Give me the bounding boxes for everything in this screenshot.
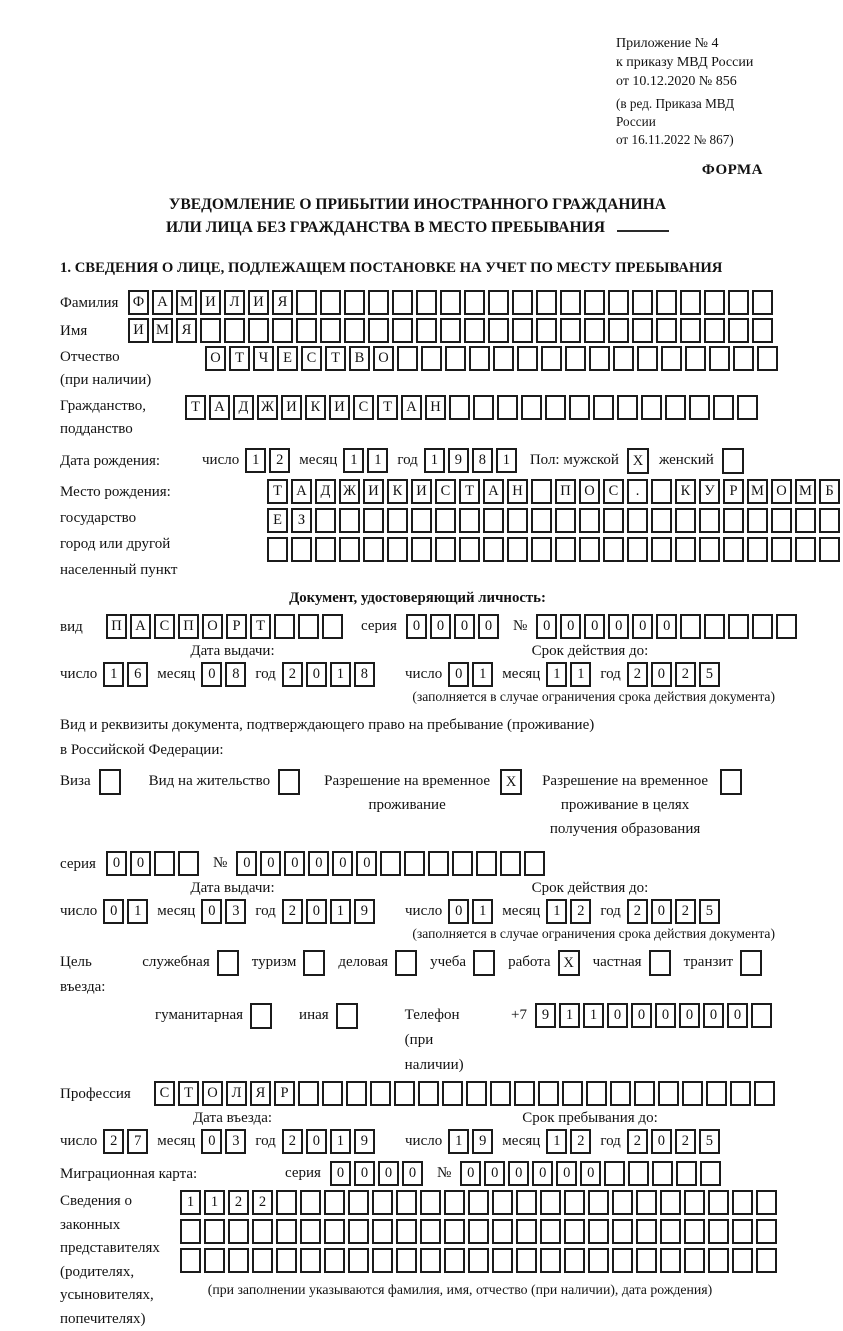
entry-date-title: Дата въезда:: [192, 1110, 273, 1126]
entry-month-cells[interactable]: 0 3: [201, 1129, 249, 1154]
official-checkbox[interactable]: [217, 950, 239, 976]
residence-expiry-title: Срок действия до:: [531, 880, 649, 896]
residence-expiry-day-cells[interactable]: 0 1: [448, 899, 496, 924]
residence-number-cells[interactable]: 0 0 0 0 0 0: [236, 851, 548, 876]
expiry-date-title: Срок действия до:: [531, 643, 649, 659]
residence-doc-options: [60, 769, 775, 841]
residence-doc-series-row: [60, 851, 775, 876]
migration-series-label: серия: [285, 1165, 321, 1181]
study-checkbox[interactable]: [473, 950, 495, 976]
purpose-row2: [155, 1003, 775, 1078]
birthplace-label: Место рождения: государство город или другой населенный пункт: [60, 484, 178, 578]
birthdate-day-cells[interactable]: 1 2: [245, 448, 293, 473]
doc-kind-cells[interactable]: П А С П О Р Т: [106, 614, 346, 639]
residence-permit-label: Вид на жительство: [148, 773, 271, 789]
migration-card-row: [60, 1161, 775, 1186]
edu-permit-checkbox[interactable]: [720, 769, 742, 795]
residence-number-label: №: [213, 855, 228, 871]
profession-row: [60, 1081, 775, 1106]
purpose-humanitarian: гуманитарная: [155, 1003, 272, 1029]
section1-heading: 1. СВЕДЕНИЯ О ЛИЦЕ, ПОДЛЕЖАЩЕМ ПОСТАНОВКЕ НА УЧЕТ ПО МЕСТУ ПРЕБЫВАНИЯ: [60, 260, 723, 276]
surname-cells[interactable]: Ф А М И Л И Я: [128, 290, 776, 315]
order-reference-line: (в ред. Приказа МВД России: [616, 96, 735, 129]
month-label: месяц: [299, 452, 338, 468]
residence-expiry-date: число 0 1 месяц 1 2 год 2 0 2 5: [405, 899, 723, 924]
order-reference-line: к приказу МВД России: [616, 55, 754, 70]
form-title: [60, 194, 775, 239]
title-underline: [617, 216, 669, 232]
visa-checkbox[interactable]: [99, 769, 121, 795]
form-title-line2: ИЛИ ЛИЦА БЕЗ ГРАЖДАНСТВА В МЕСТО ПРЕБЫВАНИЯ: [60, 216, 775, 239]
citizenship-cells[interactable]: Т А Д Ж И К И С Т А Н: [185, 395, 761, 420]
entry-day-cells[interactable]: 2 7: [103, 1129, 151, 1154]
expiry-note: (заполняется в случае ограничения срока действия документа): [412, 689, 775, 704]
birthdate-label: Дата рождения:: [60, 453, 161, 469]
migration-series-cells[interactable]: 0 0 0 0: [330, 1161, 426, 1186]
edu-permit-label: Разрешение на временное проживание в целях получения образования: [542, 773, 709, 837]
profession-cells[interactable]: С Т О Л Я Р: [154, 1081, 778, 1106]
representatives-cells-row3[interactable]: [180, 1248, 780, 1273]
patronymic-label: Отчество (при наличии): [60, 349, 152, 388]
purpose-study: учеба: [430, 950, 495, 976]
residence-issue-month-cells[interactable]: 0 3: [201, 899, 249, 924]
citizenship-label: Гражданство, подданство: [60, 398, 147, 437]
patronymic-cells[interactable]: О Т Ч Е С Т В О: [205, 346, 781, 371]
issue-date-title: Дата выдачи:: [190, 643, 275, 659]
work-checkbox[interactable]: X: [558, 950, 580, 976]
residence-expiry-month-cells[interactable]: 1 2: [546, 899, 594, 924]
migration-card-label: Миграционная карта:: [60, 1166, 198, 1182]
birthplace-cells-row3[interactable]: [267, 537, 843, 562]
identity-doc-heading: Документ, удостоверяющий личность:: [289, 590, 546, 606]
surname-row: [60, 290, 775, 315]
residence-expiry-year-cells[interactable]: 2 0 2 5: [627, 899, 723, 924]
citizenship-row: [60, 395, 775, 441]
birthplace-cells-row2[interactable]: Е З: [267, 508, 843, 533]
purpose-business: деловая: [338, 950, 417, 976]
issue-month-cells[interactable]: 0 8: [201, 662, 249, 687]
residence-doc-dates: [60, 880, 775, 942]
stay-until-title: Срок пребывания до:: [522, 1110, 658, 1126]
temp-permit-option: [324, 769, 522, 817]
doc-number-label: №: [512, 618, 528, 634]
purpose-work: работа X: [508, 950, 580, 976]
residence-series-label: серия: [60, 856, 96, 872]
expiry-month-cells[interactable]: 1 1: [546, 662, 594, 687]
order-reference-line: от 10.12.2020 № 856: [616, 74, 737, 89]
residence-issue-date: число 0 1 месяц 0 3 год 2 0 1 9: [60, 899, 405, 924]
temp-permit-checkbox[interactable]: X: [500, 769, 522, 795]
migration-number-label: №: [436, 1165, 452, 1181]
firstname-label: Имя: [60, 323, 88, 339]
birthdate-year-cells[interactable]: 1 9 8 1: [424, 448, 520, 473]
migration-number-cells[interactable]: 0 0 0 0 0 0: [460, 1161, 724, 1186]
residence-permit-option: [149, 769, 300, 795]
temp-permit-label: Разрешение на временное проживание: [324, 773, 491, 813]
representatives-cells: [180, 1190, 780, 1298]
visa-option: [60, 769, 121, 795]
sex-female-checkbox[interactable]: [722, 448, 744, 474]
phone-cells[interactable]: 9 1 1 0 0 0 0 0 0: [535, 1003, 775, 1028]
stay-day-cells[interactable]: 1 9: [448, 1129, 496, 1154]
purpose-transit: транзит: [684, 950, 762, 976]
purpose-private: частная: [593, 950, 671, 976]
representatives-block: [60, 1190, 775, 1331]
phone-prefix: +7: [511, 1007, 527, 1023]
patronymic-row: [60, 346, 775, 392]
residence-issue-day-cells[interactable]: 0 1: [103, 899, 151, 924]
doc-kind-label: вид: [60, 619, 83, 635]
birthplace-cells-row1[interactable]: Т А Д Ж И К И С Т А Н П О С . К У Р М О М Б: [267, 479, 843, 504]
representatives-cells-row1[interactable]: 1 1 2 2: [180, 1190, 780, 1215]
birthplace-cells: [267, 479, 843, 566]
stay-until-date: число 1 9 месяц 1 2 год 2 0 2 5: [405, 1129, 723, 1154]
purpose-official: служебная: [142, 950, 239, 976]
phone-label: Телефон (при наличии): [404, 1007, 464, 1073]
form-title-line1: УВЕДОМЛЕНИЕ О ПРИБЫТИИ ИНОСТРАННОГО ГРАЖДАНИНА: [168, 196, 667, 213]
transit-checkbox[interactable]: [740, 950, 762, 976]
entry-date: число 2 7 месяц 0 3 год 2 0 1 9: [60, 1129, 405, 1154]
birthplace-block: [60, 479, 834, 583]
form-label: ФОРМА: [701, 162, 763, 178]
entry-stay-dates: [60, 1110, 775, 1154]
purpose-tourism: туризм: [252, 950, 326, 976]
order-reference: [616, 34, 775, 149]
business-checkbox[interactable]: [395, 950, 417, 976]
order-reference-line: от 16.11.2022 № 867): [616, 132, 734, 147]
residence-issue-title: Дата выдачи:: [190, 880, 275, 896]
identity-doc-row: [60, 614, 775, 639]
private-checkbox[interactable]: [649, 950, 671, 976]
expiry-day-cells[interactable]: 0 1: [448, 662, 496, 687]
representatives-cells-row2[interactable]: [180, 1219, 780, 1244]
birthdate-row: [60, 448, 775, 474]
doc-number-cells[interactable]: 0 0 0 0 0 0: [536, 614, 800, 639]
entry-year-cells[interactable]: 2 0 1 9: [282, 1129, 378, 1154]
residence-doc-intro: Вид и реквизиты документа, подтверждающего право на пребывание (проживание) в Российской Федерации:: [60, 717, 595, 758]
visa-label: Виза: [60, 773, 91, 789]
birthdate-month-cells[interactable]: 1 1: [343, 448, 391, 473]
expiry-year-cells[interactable]: 2 0 2 5: [627, 662, 723, 687]
profession-label: Профессия: [60, 1086, 131, 1102]
residence-permit-checkbox[interactable]: [278, 769, 300, 795]
identity-doc-dates: [60, 643, 775, 705]
order-reference-line: Приложение № 4: [616, 36, 719, 51]
sex-male-label: Пол: мужской: [529, 452, 619, 468]
stay-year-cells[interactable]: 2 0 2 5: [627, 1129, 723, 1154]
year-label: год: [397, 452, 418, 468]
edu-permit-option: [542, 769, 742, 841]
doc-series-label: серия: [361, 618, 397, 634]
sex-female-label: женский: [658, 452, 714, 468]
residence-issue-year-cells[interactable]: 2 0 1 9: [282, 899, 378, 924]
humanitarian-checkbox[interactable]: [250, 1003, 272, 1029]
other-checkbox[interactable]: [336, 1003, 358, 1029]
purpose-other: иная: [299, 1003, 358, 1029]
identity-issue-date: число 1 6 месяц 0 8 год 2 0 1 8: [60, 662, 405, 687]
sex-male-checkbox[interactable]: X: [627, 448, 649, 474]
issue-day-cells[interactable]: 1 6: [103, 662, 151, 687]
representatives-label: Сведения о законных представителях (родителях, усыновителях, попечителях): [60, 1193, 160, 1327]
residence-expiry-note: (заполняется в случае ограничения срока действия документа): [412, 926, 775, 941]
firstname-row: [60, 318, 775, 343]
identity-expiry-date: число 0 1 месяц 1 1 год 2 0 2 5: [405, 662, 723, 687]
surname-label: Фамилия: [60, 295, 119, 311]
tourism-checkbox[interactable]: [303, 950, 325, 976]
residence-series-cells[interactable]: 0 0: [106, 851, 202, 876]
purpose-row: [60, 950, 775, 1000]
representatives-note: (при заполнении указываются фамилия, имя, отчество (при наличии), дата рождения): [207, 1282, 713, 1297]
day-label: число: [202, 452, 240, 468]
issue-year-cells[interactable]: 2 0 1 8: [282, 662, 378, 687]
purpose-label: Цель въезда:: [60, 954, 106, 995]
doc-series-cells[interactable]: 0 0 0 0: [406, 614, 502, 639]
firstname-cells[interactable]: И М Я: [128, 318, 776, 343]
stay-month-cells[interactable]: 1 2: [546, 1129, 594, 1154]
